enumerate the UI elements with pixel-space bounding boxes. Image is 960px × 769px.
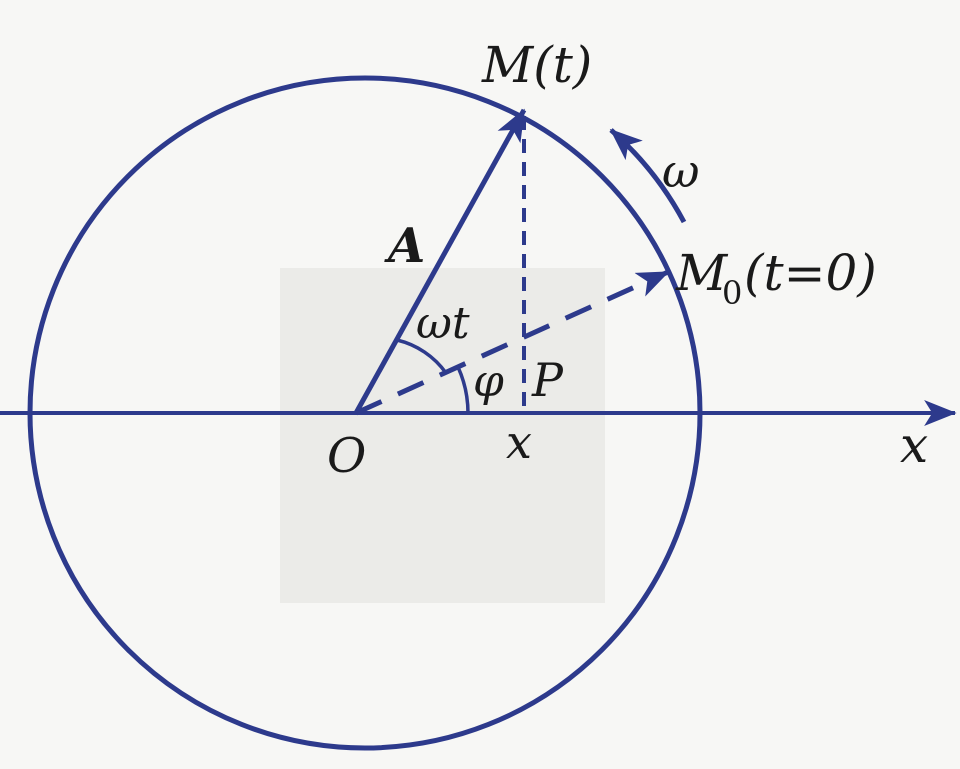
label-x-position: x [506,415,532,469]
label-M0-main: M [676,244,728,302]
label-origin-O: O [327,428,367,484]
label-M0-time: (t=0) [744,244,877,302]
label-amplitude-A: A [388,218,426,274]
label-M-t: M(t) [482,36,593,94]
label-P: P [532,353,563,407]
label-M0 [675,244,877,312]
label-omega: ω [662,144,700,198]
label-phi: φ [473,356,504,407]
label-omega-t: ωt [416,298,470,349]
label-M0-subscript: 0 [722,274,743,312]
label-x-axis: x [900,416,929,474]
